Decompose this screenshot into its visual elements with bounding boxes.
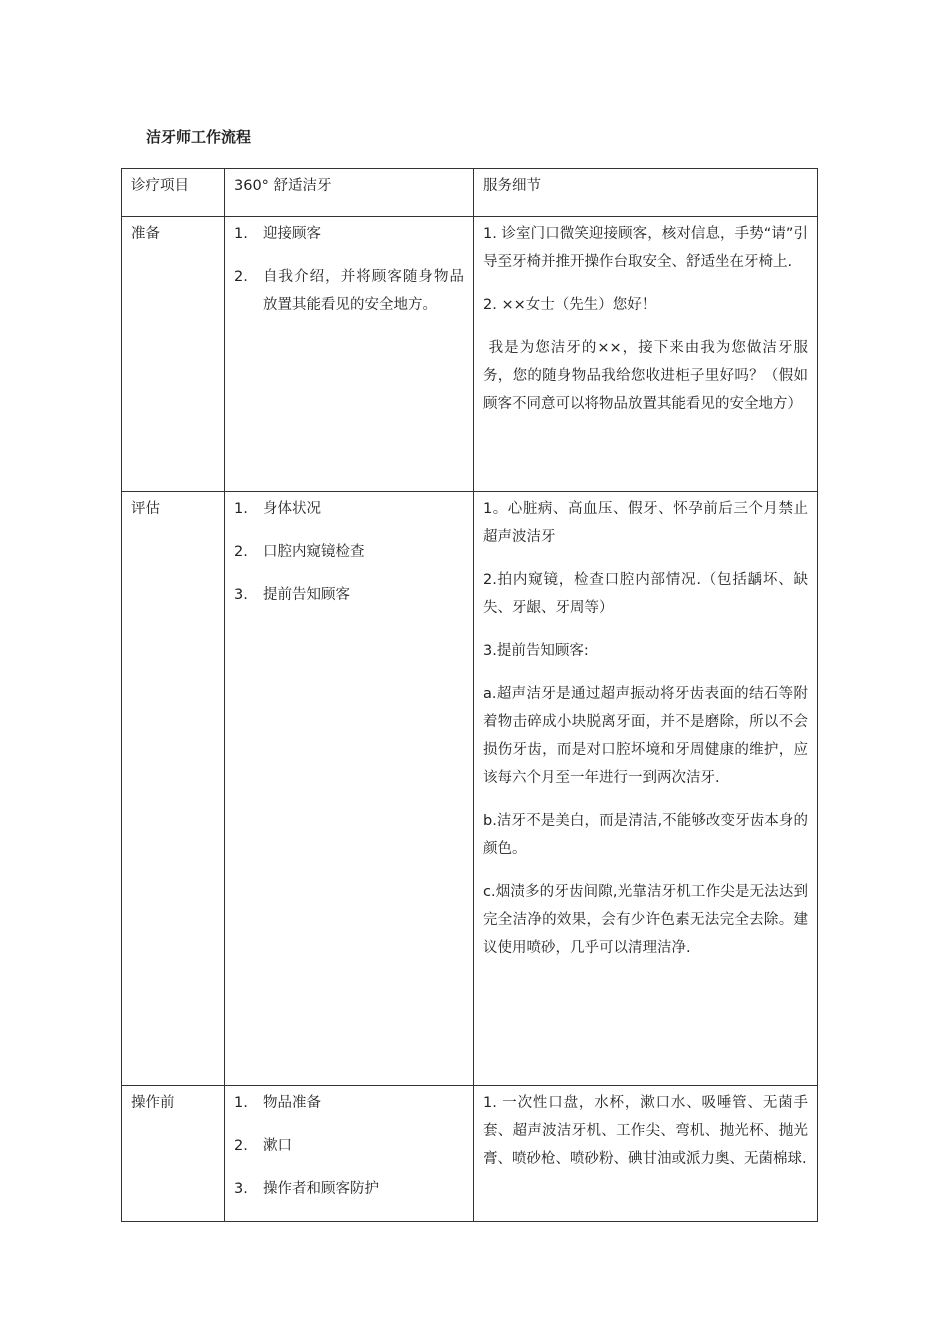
list-item: 2. 口腔内窥镜检查 — [234, 544, 365, 560]
workflow-table — [121, 168, 818, 1222]
detail-paragraph: c.烟渍多的牙齿间隙,光靠洁牙机工作尖是无法达到完全洁净的效果，会有少许色素无法完全去除。建议使用喷砂，几乎可以清理洁净. — [483, 884, 808, 956]
header-cell-service: 360° 舒适洁牙 — [225, 169, 474, 217]
details-cell — [474, 492, 818, 1086]
row-label: 准备 — [122, 217, 225, 492]
table-row — [122, 217, 818, 492]
detail-paragraph: b.洁牙不是美白，而是清洁,不能够改变牙齿本身的颜色。 — [483, 813, 808, 857]
detail-paragraph: 我是为您洁牙的××，接下来由我为您做洁牙服务，您的随身物品我给您收进柜子里好吗？（假如顾客不同意可以将物品放置其能看见的安全地方） — [483, 340, 808, 412]
detail-paragraph: 2. ××女士（先生）您好！ — [483, 297, 657, 313]
details-cell — [474, 217, 818, 492]
table-row — [122, 492, 818, 1086]
detail-paragraph: 1. 诊室门口微笑迎接顾客，核对信息，手势“请”引导至牙椅并推开操作台取安全、舒适坐在牙椅上. — [483, 226, 808, 270]
steps-list — [234, 495, 464, 609]
steps-list — [234, 1089, 464, 1203]
table-header-row — [122, 169, 818, 217]
list-item: 1. 物品准备 — [234, 1095, 321, 1111]
detail-paragraph: 1. 一次性口盘，水杯，漱口水、吸唾管、无菌手套、超声波洁牙机、工作尖、弯机、抛光杯、抛光膏、喷砂枪、喷砂粉、碘甘油或派力奥、无菌棉球. — [483, 1095, 808, 1167]
list-item: 3. 提前告知顾客 — [234, 587, 350, 603]
steps-cell — [225, 217, 474, 492]
detail-paragraph: 1。心脏病、高血压、假牙、怀孕前后三个月禁止超声波洁牙 — [483, 501, 808, 545]
list-item: 1. 身体状况 — [234, 501, 321, 517]
header-cell-details: 服务细节 — [474, 169, 818, 217]
header-cell-item: 诊疗项目 — [122, 169, 225, 217]
steps-cell — [225, 1086, 474, 1222]
list-item: 1. 迎接顾客 — [234, 226, 321, 242]
detail-paragraph: a.超声洁牙是通过超声振动将牙齿表面的结石等附着物击碎成小块脱离牙面，并不是磨除，所以不会损伤牙齿，而是对口腔坏境和牙周健康的维护，应该每六个月至一年进行一到两次洁牙. — [483, 686, 808, 786]
steps-list — [234, 220, 464, 319]
steps-cell — [225, 492, 474, 1086]
row-label: 操作前 — [122, 1086, 225, 1222]
list-item: 2. 自我介绍，并将顾客随身物品放置其能看见的安全地方。 — [234, 269, 464, 313]
details-cell — [474, 1086, 818, 1222]
detail-paragraph: 2.拍内窥镜，检查口腔内部情况.（包括龋坏、缺失、牙龈、牙周等） — [483, 572, 808, 616]
table-row — [122, 1086, 818, 1222]
document-title: 洁牙师工作流程 — [146, 128, 252, 146]
list-item: 3. 操作者和顾客防护 — [234, 1181, 379, 1197]
list-item: 2. 漱口 — [234, 1138, 292, 1154]
detail-paragraph: 3.提前告知顾客: — [483, 643, 589, 659]
row-label: 评估 — [122, 492, 225, 1086]
